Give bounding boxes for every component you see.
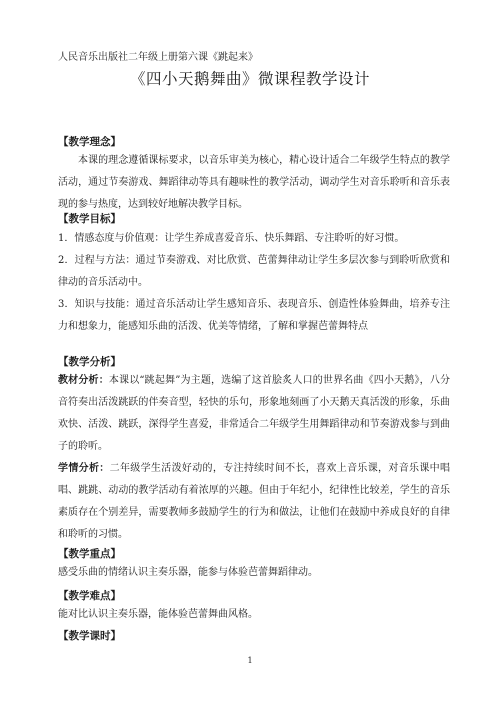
material-analysis-text: 本课以“跳起舞”为主题，选编了这首脍炙人口的世界名曲《四小天鹅》，八分音符奏出活泼跳跃的伴奏音型，轻快的乐句，形象地刻画了小天鹅天真活泼的形象，乐曲欢快、活泼、跳跃，深得学生喜爱，非常适合二年级学生用舞蹈律动和节奏游戏参与到曲子的聆听。 <box>58 375 450 452</box>
section-heading-concept: 【教学理念】 <box>58 136 121 148</box>
key-paragraph: 感受乐曲的情绪认识主奏乐器，能参与体验芭蕾舞蹈律动。 <box>58 567 318 578</box>
section-heading-hours: 【教学课时】 <box>58 630 121 642</box>
document-title: 《四小天鹅舞曲》微课程教学设计 <box>129 70 370 88</box>
goal-item-2: 2．过程与方法：通过节奏游戏、对比欣赏、芭蕾舞律动让学生多层次参与到聆听欣赏和律动的音乐活动中。 <box>58 255 450 288</box>
student-analysis-paragraph <box>58 458 450 546</box>
difficulty-paragraph: 能对比认识主奏乐器，能体验芭蕾舞曲风格。 <box>58 609 258 620</box>
section-heading-analysis: 【教学分析】 <box>58 356 121 368</box>
material-analysis-label: 教材分析： <box>58 375 109 386</box>
concept-paragraph: 本课的理念遵循课标要求，以音乐审美为核心，精心设计适合二年级学生特点的教学活动，通过节奏游戏、舞蹈律动等具有趣味性的教学活动，调动学生对音乐聆听和音乐表现的参与热度，达到较好地解决教学目标。 <box>58 155 450 210</box>
material-analysis-paragraph <box>58 370 450 458</box>
section-heading-key: 【教学重点】 <box>58 548 121 560</box>
student-analysis-label: 学情分析： <box>58 463 110 474</box>
student-analysis-text: 二年级学生活泼好动的，专注持续时间不长，喜欢上音乐课，对音乐课中唱唱、跳跳、动动的教学活动有着浓厚的兴趣。但由于年纪小，纪律性比较差，学生的音乐素质存在个别差异，需要教师多鼓励学生的行为和做法，让他们在鼓励中养成良好的自律和聆听的习惯。 <box>58 463 451 540</box>
course-header: 人民音乐出版社二年级上册第六课《跳起来》 <box>58 52 258 63</box>
section-heading-difficulty: 【教学难点】 <box>58 590 121 602</box>
section-heading-goals: 【教学目标】 <box>58 213 121 225</box>
goal-item-1: 1．情感态度与价值观：让学生养成喜爱音乐、快乐舞蹈、专注聆听的好习惯。 <box>58 233 405 244</box>
goal-item-3: 3．知识与技能：通过音乐活动让学生感知音乐、表现音乐、创造性体验舞曲，培养专注力和想象力，能感知乐曲的活泼、优美等情绪，了解和掌握芭蕾舞特点 <box>58 299 450 332</box>
page-number: 1 <box>247 656 253 665</box>
